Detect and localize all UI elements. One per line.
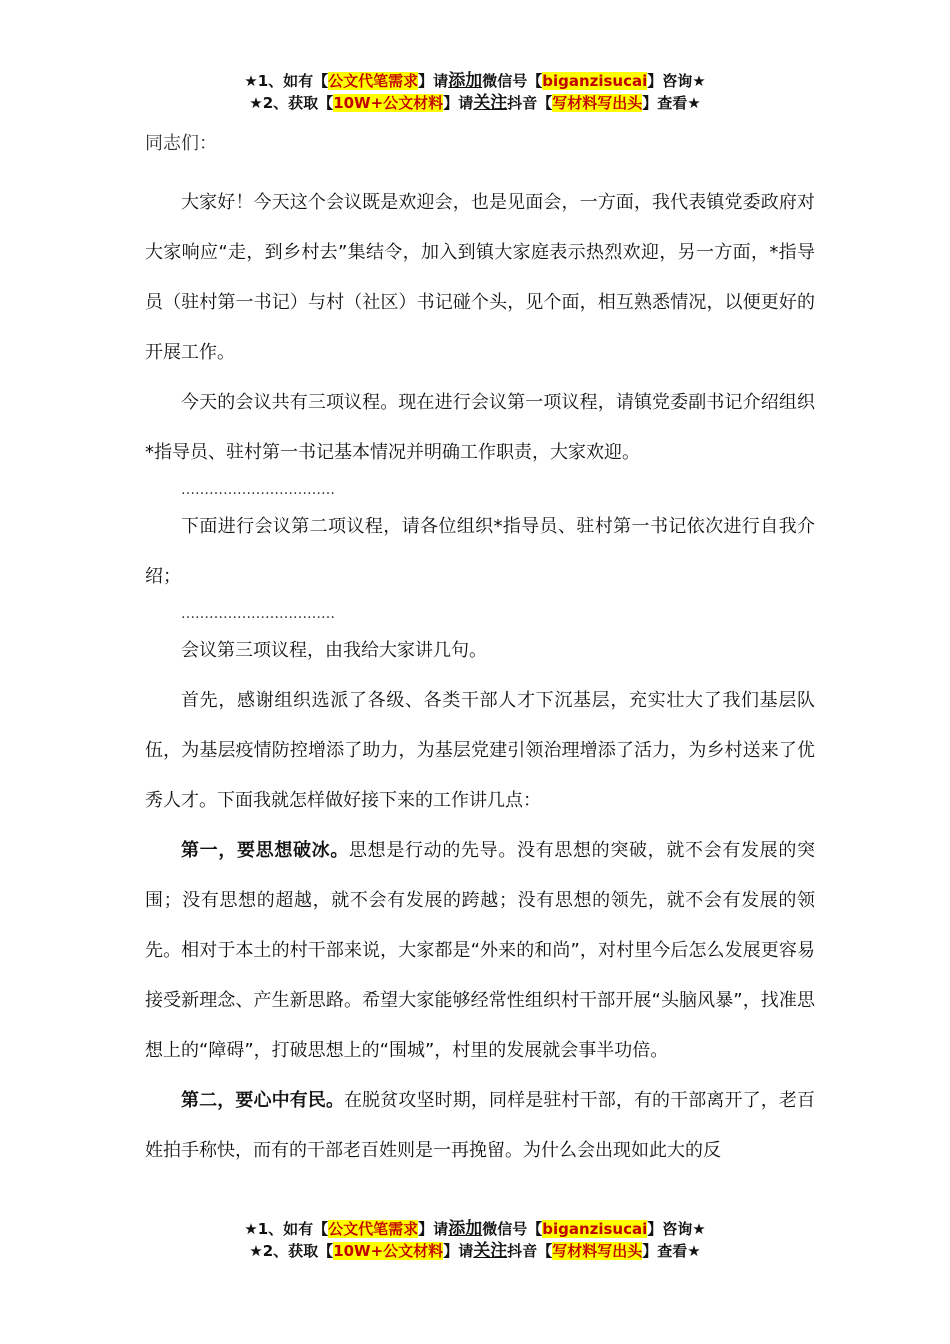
highlight-ghostwriting: 公文代笔需求 (328, 72, 419, 90)
highlight-wechat-id: biganzisucai (542, 72, 648, 90)
paragraph-point-1 (145, 826, 815, 1076)
paragraph-thanks: 首先，感谢组织选派了各级、各类干部人才下沉基层，充实壮大了我们基层队伍，为基层疫情防控增添了助力，为基层党建引领治理增添了活力，为乡村送来了优秀人才。下面我就怎样做好接下来的工作讲几点： (145, 690, 815, 811)
point-2-text: 在脱贫攻坚时期，同样是驻村干部，有的干部离开了，老百姓拍手称快，而有的干部老百姓则是一再挽留。为什么会出现如此大的反 (145, 1090, 816, 1161)
highlight-douyin-account: 写材料写出头 (552, 1242, 643, 1260)
banner-line-1: ★1、如有【公文代笔需求】请添加微信号【biganzisucai】咨询★ (244, 1219, 706, 1239)
banner-line-1: ★1、如有【公文代笔需求】请添加微信号【biganzisucai】咨询★ (244, 71, 706, 91)
ellipsis-divider: …………………………… (181, 606, 335, 622)
header-banner (0, 70, 950, 114)
paragraph-welcome: 大家好！今天这个会议既是欢迎会，也是见面会，一方面，我代表镇党委政府对大家响应“走，到乡村去”集结令，加入到镇大家庭表示热烈欢迎，另一方面，*指导员（驻村第一书记）与村（社区）书记碰个头，见个面，相互熟悉情况，以便更好的开展工作。 (145, 192, 815, 363)
highlight-ghostwriting: 公文代笔需求 (328, 1220, 419, 1238)
paragraph-point-2 (145, 1076, 815, 1176)
highlight-wechat-id: biganzisucai (542, 1220, 648, 1238)
document-body (145, 128, 815, 1176)
paragraph-agenda-3: 会议第三项议程，由我给大家讲几句。 (181, 640, 487, 661)
ellipsis-divider: …………………………… (181, 482, 335, 498)
banner-line-2: ★2、获取【10W+公文材料】请关注抖音【写材料写出头】查看★ (249, 1241, 701, 1261)
paragraph-agenda-1: 今天的会议共有三项议程。现在进行会议第一项议程，请镇党委副书记介绍组织*指导员、驻村第一书记基本情况并明确工作职责，大家欢迎。 (145, 392, 815, 463)
footer-banner (0, 1218, 950, 1262)
paragraph-agenda-2: 下面进行会议第二项议程，请各位组织*指导员、驻村第一书记依次进行自我介绍； (145, 516, 815, 587)
highlight-materials: 10W+公文材料 (333, 94, 444, 112)
point-1-text: 思想是行动的先导。没有思想的突破，就不会有发展的突围；没有思想的超越，就不会有发展的跨越；没有思想的领先，就不会有发展的领先。相对于本土的村干部来说，大家都是“外来的和尚”，对村里今后怎么发展更容易接受新理念、产生新思路。希望大家能够经常性组织村干部开展“头脑风暴”，找准思想上的“障碍”，打破思想上的“围城”，村里的发展就会事半功倍。 (145, 840, 815, 1061)
salutation: 同志们： (145, 133, 217, 154)
highlight-douyin-account: 写材料写出头 (552, 94, 643, 112)
highlight-materials: 10W+公文材料 (333, 1242, 444, 1260)
point-2-heading: 第二，要心中有民。 (181, 1090, 345, 1111)
point-1-heading: 第一，要思想破冰。 (181, 840, 349, 861)
banner-line-2: ★2、获取【10W+公文材料】请关注抖音【写材料写出头】查看★ (249, 93, 701, 113)
